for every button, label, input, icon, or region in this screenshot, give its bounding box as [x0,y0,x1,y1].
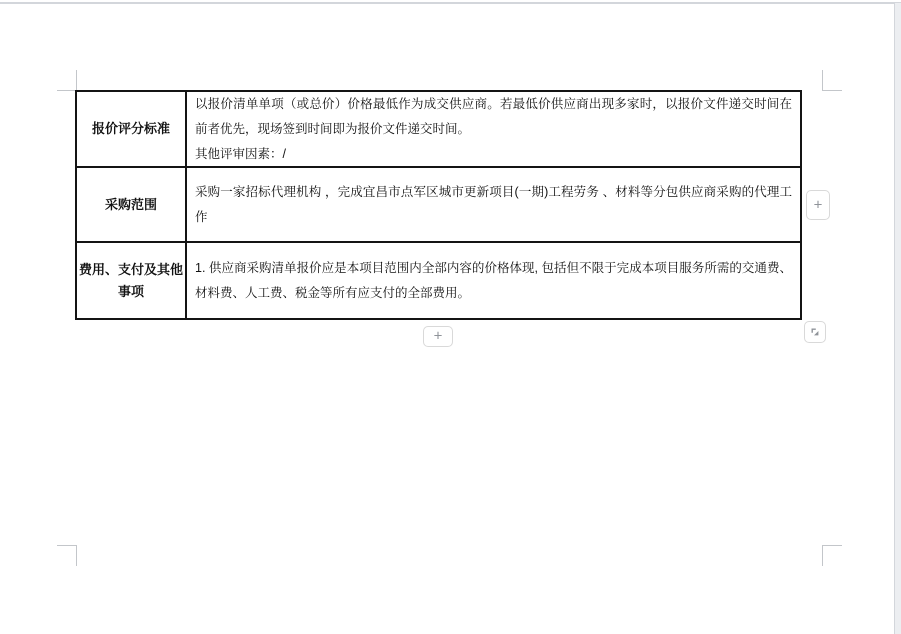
table-row-fees-payment [77,243,800,318]
margin-mark-bottom-left [57,545,77,566]
row-content-cell[interactable] [187,92,800,166]
add-row-button[interactable] [423,326,453,347]
row-header-cell[interactable]: 报价评分标准 [77,92,187,166]
table-row-procurement-scope [77,168,800,243]
add-column-button[interactable] [806,190,830,220]
row-content-cell[interactable] [187,168,800,241]
plus-icon: + [433,327,443,345]
pane-top-edge [0,2,901,4]
row-header-cell[interactable]: 采购范围 [77,168,187,241]
paragraph: 以报价清单单项（或总价）价格最低作为成交供应商。若最低价供应商出现多家时，以报价文件递交时间在前者优先，现场签到时间即为报价文件递交时间。 [195,96,792,136]
resize-diagonal-icon [808,325,822,339]
margin-mark-top-right [822,70,842,91]
margin-mark-top-left [57,70,77,91]
paragraph: 1. 供应商采购清单报价应是本项目范围内全部内容的价格体现, 包括但不限于完成本项目服务所需的交通费、材料费、人工费、税金等所有应支付的全部费用。 [195,260,792,300]
table-row-quote-criteria [77,92,800,168]
row-content-cell[interactable] [187,243,800,318]
paragraph: 采购一家招标代理机构 ，完成宜昌市点军区城市更新项目(一期)工程劳务 、材料等分包供应商采购的代理工作 [195,184,792,224]
margin-mark-bottom-right [822,545,842,566]
plus-icon: + [813,196,823,213]
fit-table-button[interactable] [804,321,826,343]
procurement-table [75,90,802,320]
row-header-cell[interactable]: 费用、支付及其他事项 [77,243,187,318]
paragraph: 其他评审因素：/ [195,146,286,161]
scrollbar-track[interactable] [894,3,901,634]
